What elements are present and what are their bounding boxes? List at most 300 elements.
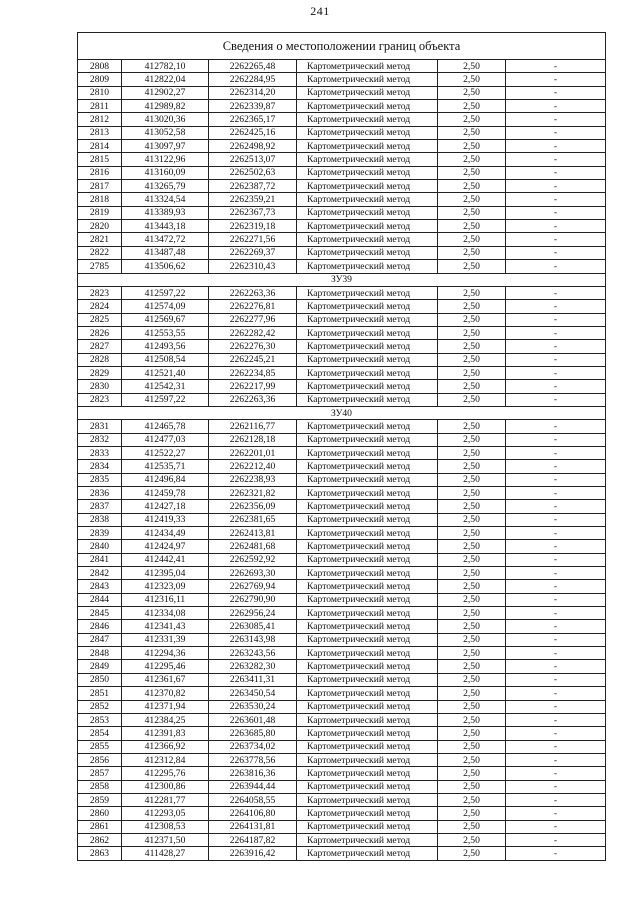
table-row — [78, 767, 606, 780]
y-coordinate-cell: 2263530,24 — [209, 700, 297, 713]
y-coordinate-cell: 2262265,48 — [209, 60, 297, 73]
accuracy-cell: 2,50 — [438, 807, 506, 820]
description-cell: - — [506, 833, 606, 846]
accuracy-cell: 2,50 — [438, 740, 506, 753]
x-coordinate-cell: 412465,78 — [122, 420, 209, 433]
method-cell: Картометрический метод — [297, 153, 438, 166]
point-number-cell: 2835 — [78, 473, 122, 486]
method-cell: Картометрический метод — [297, 260, 438, 273]
table-row — [78, 673, 606, 686]
section-header-row — [78, 273, 606, 286]
description-cell: - — [506, 86, 606, 99]
description-cell: - — [506, 553, 606, 566]
description-cell: - — [506, 433, 606, 446]
method-cell: Картометрический метод — [297, 100, 438, 113]
table-row — [78, 326, 606, 339]
accuracy-cell: 2,50 — [438, 300, 506, 313]
table-row — [78, 513, 606, 526]
method-cell: Картометрический метод — [297, 513, 438, 526]
table-row — [78, 740, 606, 753]
y-coordinate-cell: 2264187,82 — [209, 833, 297, 846]
description-cell: - — [506, 340, 606, 353]
y-coordinate-cell: 2262356,09 — [209, 500, 297, 513]
method-cell: Картометрический метод — [297, 340, 438, 353]
method-cell: Картометрический метод — [297, 73, 438, 86]
accuracy-cell: 2,50 — [438, 833, 506, 846]
description-cell: - — [506, 567, 606, 580]
accuracy-cell: 2,50 — [438, 100, 506, 113]
table-row — [78, 206, 606, 219]
point-number-cell: 2841 — [78, 553, 122, 566]
x-coordinate-cell: 413097,97 — [122, 140, 209, 153]
table-row — [78, 807, 606, 820]
x-coordinate-cell: 412384,25 — [122, 713, 209, 726]
y-coordinate-cell: 2262502,63 — [209, 166, 297, 179]
x-coordinate-cell: 412434,49 — [122, 527, 209, 540]
point-number-cell: 2861 — [78, 820, 122, 833]
table-row — [78, 73, 606, 86]
description-cell: - — [506, 487, 606, 500]
accuracy-cell: 2,50 — [438, 473, 506, 486]
table-row — [78, 647, 606, 660]
description-cell: - — [506, 300, 606, 313]
y-coordinate-cell: 2262245,21 — [209, 353, 297, 366]
y-coordinate-cell: 2262769,94 — [209, 580, 297, 593]
boundary-table — [77, 32, 606, 861]
description-cell: - — [506, 527, 606, 540]
description-cell: - — [506, 513, 606, 526]
accuracy-cell: 2,50 — [438, 113, 506, 126]
table-row — [78, 433, 606, 446]
description-cell: - — [506, 446, 606, 459]
description-cell: - — [506, 540, 606, 553]
accuracy-cell: 2,50 — [438, 326, 506, 339]
y-coordinate-cell: 2262481,68 — [209, 540, 297, 553]
accuracy-cell: 2,50 — [438, 540, 506, 553]
x-coordinate-cell: 412300,86 — [122, 780, 209, 793]
description-cell: - — [506, 326, 606, 339]
x-coordinate-cell: 412370,82 — [122, 687, 209, 700]
x-coordinate-cell: 412553,55 — [122, 326, 209, 339]
x-coordinate-cell: 412334,08 — [122, 607, 209, 620]
accuracy-cell: 2,50 — [438, 166, 506, 179]
description-cell: - — [506, 246, 606, 259]
point-number-cell: 2849 — [78, 660, 122, 673]
description-cell: - — [506, 206, 606, 219]
accuracy-cell: 2,50 — [438, 433, 506, 446]
accuracy-cell: 2,50 — [438, 553, 506, 566]
table-row — [78, 633, 606, 646]
point-number-cell: 2824 — [78, 300, 122, 313]
point-number-cell: 2863 — [78, 847, 122, 860]
method-cell: Картометрический метод — [297, 793, 438, 806]
accuracy-cell: 2,50 — [438, 660, 506, 673]
method-cell: Картометрический метод — [297, 727, 438, 740]
table-row — [78, 193, 606, 206]
y-coordinate-cell: 2262790,90 — [209, 593, 297, 606]
method-cell: Картометрический метод — [297, 833, 438, 846]
description-cell: - — [506, 753, 606, 766]
description-cell: - — [506, 73, 606, 86]
method-cell: Картометрический метод — [297, 446, 438, 459]
accuracy-cell: 2,50 — [438, 420, 506, 433]
description-cell: - — [506, 166, 606, 179]
y-coordinate-cell: 2264058,55 — [209, 793, 297, 806]
y-coordinate-cell: 2263085,41 — [209, 620, 297, 633]
point-number-cell: 2842 — [78, 567, 122, 580]
table-row — [78, 473, 606, 486]
x-coordinate-cell: 412371,50 — [122, 833, 209, 846]
accuracy-cell: 2,50 — [438, 753, 506, 766]
point-number-cell: 2830 — [78, 380, 122, 393]
table-row — [78, 113, 606, 126]
y-coordinate-cell: 2262128,18 — [209, 433, 297, 446]
y-coordinate-cell: 2262277,96 — [209, 313, 297, 326]
point-number-cell: 2860 — [78, 807, 122, 820]
table-body — [78, 33, 606, 861]
method-cell: Картометрический метод — [297, 126, 438, 139]
table-row — [78, 567, 606, 580]
method-cell: Картометрический метод — [297, 633, 438, 646]
x-coordinate-cell: 412597,22 — [122, 286, 209, 299]
method-cell: Картометрический метод — [297, 420, 438, 433]
point-number-cell: 2823 — [78, 286, 122, 299]
y-coordinate-cell: 2262276,81 — [209, 300, 297, 313]
accuracy-cell: 2,50 — [438, 366, 506, 379]
table-row — [78, 233, 606, 246]
method-cell: Картометрический метод — [297, 233, 438, 246]
x-coordinate-cell: 412597,22 — [122, 393, 209, 406]
description-cell: - — [506, 620, 606, 633]
table-row — [78, 353, 606, 366]
table-row — [78, 153, 606, 166]
accuracy-cell: 2,50 — [438, 673, 506, 686]
point-number-cell: 2814 — [78, 140, 122, 153]
point-number-cell: 2816 — [78, 166, 122, 179]
description-cell: - — [506, 660, 606, 673]
point-number-cell: 2859 — [78, 793, 122, 806]
y-coordinate-cell: 2262693,30 — [209, 567, 297, 580]
method-cell: Картометрический метод — [297, 767, 438, 780]
method-cell: Картометрический метод — [297, 807, 438, 820]
method-cell: Картометрический метод — [297, 140, 438, 153]
description-cell: - — [506, 260, 606, 273]
accuracy-cell: 2,50 — [438, 713, 506, 726]
y-coordinate-cell: 2263734,02 — [209, 740, 297, 753]
accuracy-cell: 2,50 — [438, 446, 506, 459]
y-coordinate-cell: 2262269,37 — [209, 246, 297, 259]
x-coordinate-cell: 413506,62 — [122, 260, 209, 273]
method-cell: Картометрический метод — [297, 180, 438, 193]
y-coordinate-cell: 2262387,72 — [209, 180, 297, 193]
x-coordinate-cell: 412316,11 — [122, 593, 209, 606]
table-row — [78, 140, 606, 153]
accuracy-cell: 2,50 — [438, 206, 506, 219]
description-cell: - — [506, 313, 606, 326]
table-row — [78, 727, 606, 740]
y-coordinate-cell: 2263685,80 — [209, 727, 297, 740]
x-coordinate-cell: 411428,27 — [122, 847, 209, 860]
x-coordinate-cell: 413487,48 — [122, 246, 209, 259]
method-cell: Картометрический метод — [297, 300, 438, 313]
table-row — [78, 286, 606, 299]
description-cell: - — [506, 687, 606, 700]
table-row — [78, 753, 606, 766]
table-row — [78, 620, 606, 633]
table-row — [78, 180, 606, 193]
accuracy-cell: 2,50 — [438, 153, 506, 166]
point-number-cell: 2821 — [78, 233, 122, 246]
y-coordinate-cell: 2262116,77 — [209, 420, 297, 433]
x-coordinate-cell: 412331,39 — [122, 633, 209, 646]
accuracy-cell: 2,50 — [438, 847, 506, 860]
x-coordinate-cell: 413122,96 — [122, 153, 209, 166]
description-cell: - — [506, 126, 606, 139]
method-cell: Картометрический метод — [297, 540, 438, 553]
description-cell: - — [506, 420, 606, 433]
x-coordinate-cell: 412569,67 — [122, 313, 209, 326]
accuracy-cell: 2,50 — [438, 593, 506, 606]
x-coordinate-cell: 412295,76 — [122, 767, 209, 780]
table-row — [78, 380, 606, 393]
point-number-cell: 2826 — [78, 326, 122, 339]
method-cell: Картометрический метод — [297, 607, 438, 620]
point-number-cell: 2856 — [78, 753, 122, 766]
description-cell: - — [506, 180, 606, 193]
y-coordinate-cell: 2264131,81 — [209, 820, 297, 833]
table-row — [78, 780, 606, 793]
x-coordinate-cell: 412496,84 — [122, 473, 209, 486]
y-coordinate-cell: 2262284,95 — [209, 73, 297, 86]
table-row — [78, 687, 606, 700]
table-row — [78, 220, 606, 233]
y-coordinate-cell: 2263778,56 — [209, 753, 297, 766]
point-number-cell: 2831 — [78, 420, 122, 433]
x-coordinate-cell: 413324,54 — [122, 193, 209, 206]
method-cell: Картометрический метод — [297, 166, 438, 179]
description-cell: - — [506, 820, 606, 833]
x-coordinate-cell: 412508,54 — [122, 353, 209, 366]
x-coordinate-cell: 412782,10 — [122, 60, 209, 73]
accuracy-cell: 2,50 — [438, 60, 506, 73]
point-number-cell: 2822 — [78, 246, 122, 259]
x-coordinate-cell: 412459,78 — [122, 487, 209, 500]
point-number-cell: 2829 — [78, 366, 122, 379]
accuracy-cell: 2,50 — [438, 126, 506, 139]
method-cell: Картометрический метод — [297, 753, 438, 766]
table-row — [78, 166, 606, 179]
point-number-cell: 2811 — [78, 100, 122, 113]
table-row — [78, 126, 606, 139]
point-number-cell: 2850 — [78, 673, 122, 686]
y-coordinate-cell: 2262314,20 — [209, 86, 297, 99]
y-coordinate-cell: 2262413,81 — [209, 527, 297, 540]
x-coordinate-cell: 412341,43 — [122, 620, 209, 633]
table-row — [78, 260, 606, 273]
y-coordinate-cell: 2262365,17 — [209, 113, 297, 126]
accuracy-cell: 2,50 — [438, 353, 506, 366]
point-number-cell: 2810 — [78, 86, 122, 99]
point-number-cell: 2817 — [78, 180, 122, 193]
method-cell: Картометрический метод — [297, 433, 438, 446]
method-cell: Картометрический метод — [297, 60, 438, 73]
x-coordinate-cell: 412366,92 — [122, 740, 209, 753]
point-number-cell: 2833 — [78, 446, 122, 459]
table-row — [78, 487, 606, 500]
y-coordinate-cell: 2262367,73 — [209, 206, 297, 219]
table-row — [78, 246, 606, 259]
description-cell: - — [506, 500, 606, 513]
table-row — [78, 300, 606, 313]
description-cell: - — [506, 793, 606, 806]
accuracy-cell: 2,50 — [438, 527, 506, 540]
y-coordinate-cell: 2262321,82 — [209, 487, 297, 500]
table-row — [78, 86, 606, 99]
table-row — [78, 660, 606, 673]
section-label: ЗУ39 — [78, 273, 606, 286]
method-cell: Картометрический метод — [297, 820, 438, 833]
table-row — [78, 833, 606, 846]
point-number-cell: 2848 — [78, 647, 122, 660]
description-cell: - — [506, 740, 606, 753]
description-cell: - — [506, 393, 606, 406]
point-number-cell: 2853 — [78, 713, 122, 726]
x-coordinate-cell: 412308,53 — [122, 820, 209, 833]
x-coordinate-cell: 412989,82 — [122, 100, 209, 113]
y-coordinate-cell: 2263450,54 — [209, 687, 297, 700]
x-coordinate-cell: 412312,84 — [122, 753, 209, 766]
method-cell: Картометрический метод — [297, 647, 438, 660]
point-number-cell: 2785 — [78, 260, 122, 273]
table-row — [78, 607, 606, 620]
method-cell: Картометрический метод — [297, 193, 438, 206]
y-coordinate-cell: 2263944,44 — [209, 780, 297, 793]
x-coordinate-cell: 413020,36 — [122, 113, 209, 126]
description-cell: - — [506, 727, 606, 740]
x-coordinate-cell: 412371,94 — [122, 700, 209, 713]
description-cell: - — [506, 233, 606, 246]
x-coordinate-cell: 412293,05 — [122, 807, 209, 820]
y-coordinate-cell: 2262381,65 — [209, 513, 297, 526]
description-cell: - — [506, 60, 606, 73]
x-coordinate-cell: 413389,93 — [122, 206, 209, 219]
method-cell: Картометрический метод — [297, 313, 438, 326]
point-number-cell: 2839 — [78, 527, 122, 540]
method-cell: Картометрический метод — [297, 660, 438, 673]
description-cell: - — [506, 647, 606, 660]
x-coordinate-cell: 412391,83 — [122, 727, 209, 740]
y-coordinate-cell: 2262498,92 — [209, 140, 297, 153]
method-cell: Картометрический метод — [297, 713, 438, 726]
description-cell: - — [506, 113, 606, 126]
point-number-cell: 2862 — [78, 833, 122, 846]
x-coordinate-cell: 412295,46 — [122, 660, 209, 673]
x-coordinate-cell: 413052,58 — [122, 126, 209, 139]
x-coordinate-cell: 412477,03 — [122, 433, 209, 446]
y-coordinate-cell: 2263816,36 — [209, 767, 297, 780]
y-coordinate-cell: 2262263,36 — [209, 286, 297, 299]
method-cell: Картометрический метод — [297, 473, 438, 486]
description-cell: - — [506, 353, 606, 366]
description-cell: - — [506, 700, 606, 713]
x-coordinate-cell: 412574,09 — [122, 300, 209, 313]
y-coordinate-cell: 2262339,87 — [209, 100, 297, 113]
accuracy-cell: 2,50 — [438, 220, 506, 233]
accuracy-cell: 2,50 — [438, 260, 506, 273]
table-row — [78, 793, 606, 806]
method-cell: Картометрический метод — [297, 86, 438, 99]
table-title-row — [78, 33, 606, 60]
method-cell: Картометрический метод — [297, 780, 438, 793]
accuracy-cell: 2,50 — [438, 700, 506, 713]
accuracy-cell: 2,50 — [438, 633, 506, 646]
x-coordinate-cell: 412542,31 — [122, 380, 209, 393]
point-number-cell: 2827 — [78, 340, 122, 353]
description-cell: - — [506, 380, 606, 393]
method-cell: Картометрический метод — [297, 553, 438, 566]
accuracy-cell: 2,50 — [438, 500, 506, 513]
y-coordinate-cell: 2262212,40 — [209, 460, 297, 473]
point-number-cell: 2815 — [78, 153, 122, 166]
table-row — [78, 540, 606, 553]
x-coordinate-cell: 412535,71 — [122, 460, 209, 473]
y-coordinate-cell: 2262217,99 — [209, 380, 297, 393]
description-cell: - — [506, 780, 606, 793]
description-cell: - — [506, 673, 606, 686]
description-cell: - — [506, 193, 606, 206]
x-coordinate-cell: 412424,97 — [122, 540, 209, 553]
table-row — [78, 340, 606, 353]
table-row — [78, 847, 606, 860]
accuracy-cell: 2,50 — [438, 647, 506, 660]
table-row — [78, 820, 606, 833]
point-number-cell: 2832 — [78, 433, 122, 446]
point-number-cell: 2845 — [78, 607, 122, 620]
x-coordinate-cell: 412522,27 — [122, 446, 209, 459]
point-number-cell: 2809 — [78, 73, 122, 86]
y-coordinate-cell: 2262238,93 — [209, 473, 297, 486]
point-number-cell: 2857 — [78, 767, 122, 780]
y-coordinate-cell: 2263601,48 — [209, 713, 297, 726]
y-coordinate-cell: 2263243,56 — [209, 647, 297, 660]
y-coordinate-cell: 2263143,98 — [209, 633, 297, 646]
point-number-cell: 2840 — [78, 540, 122, 553]
method-cell: Картометрический метод — [297, 740, 438, 753]
y-coordinate-cell: 2262201,01 — [209, 446, 297, 459]
method-cell: Картометрический метод — [297, 366, 438, 379]
y-coordinate-cell: 2262263,36 — [209, 393, 297, 406]
page-number: 241 — [310, 4, 330, 18]
x-coordinate-cell: 413472,72 — [122, 233, 209, 246]
point-number-cell: 2843 — [78, 580, 122, 593]
y-coordinate-cell: 2262513,07 — [209, 153, 297, 166]
y-coordinate-cell: 2263282,30 — [209, 660, 297, 673]
method-cell: Картометрический метод — [297, 393, 438, 406]
description-cell: - — [506, 153, 606, 166]
x-coordinate-cell: 413160,09 — [122, 166, 209, 179]
y-coordinate-cell: 2264106,80 — [209, 807, 297, 820]
description-cell: - — [506, 580, 606, 593]
method-cell: Картометрический метод — [297, 700, 438, 713]
accuracy-cell: 2,50 — [438, 86, 506, 99]
accuracy-cell: 2,50 — [438, 380, 506, 393]
x-coordinate-cell: 412281,77 — [122, 793, 209, 806]
method-cell: Картометрический метод — [297, 527, 438, 540]
y-coordinate-cell: 2262310,43 — [209, 260, 297, 273]
table-row — [78, 500, 606, 513]
table-row — [78, 460, 606, 473]
x-coordinate-cell: 412493,56 — [122, 340, 209, 353]
